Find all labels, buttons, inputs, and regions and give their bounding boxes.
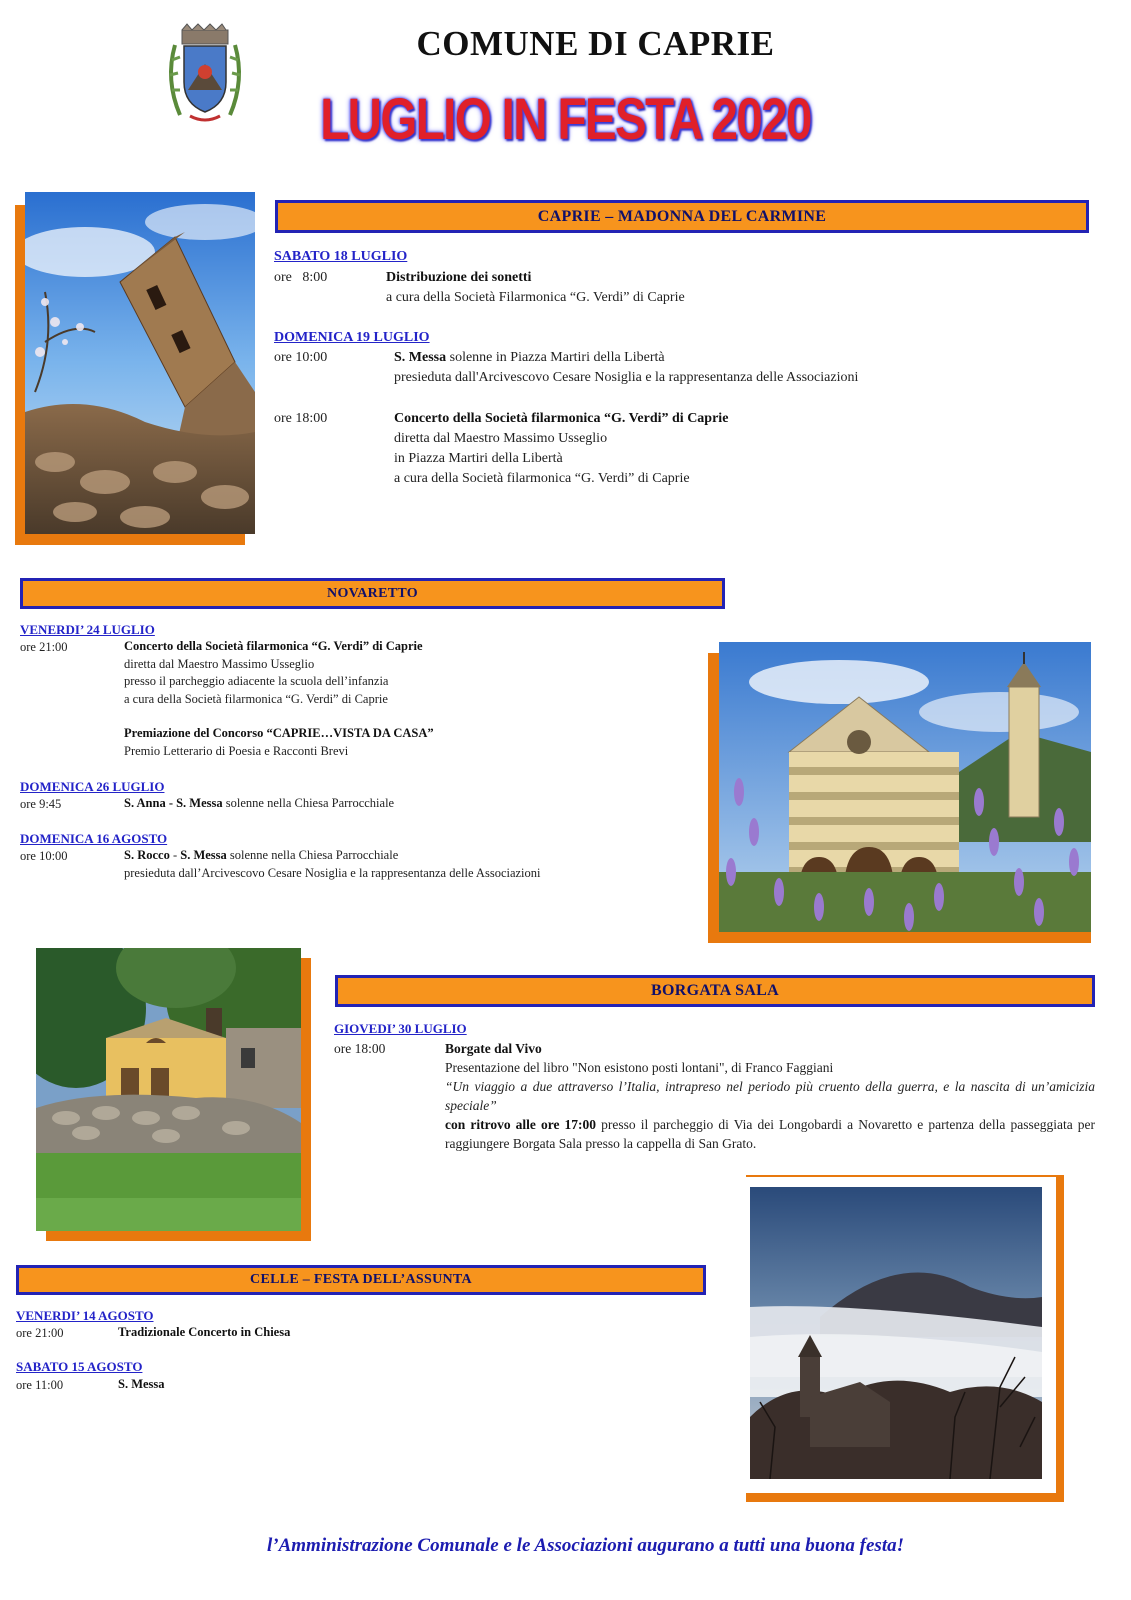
event-title: Concerto della Società filarmonica “G. Verdi” di Caprie xyxy=(394,411,729,426)
event-detail: in Piazza Martiri della Libertà xyxy=(394,451,563,466)
section-banner-borgata-sala: BORGATA SALA xyxy=(335,975,1095,1007)
event-time: ore 10:00 xyxy=(274,350,328,365)
event-title: S. Messa solenne in Piazza Martiri della Libertà xyxy=(394,350,665,365)
event-title: Distribuzione dei sonetti xyxy=(386,270,532,285)
event-detail: a cura della Società filarmonica “G. Verdi” di Caprie xyxy=(394,471,690,486)
day-heading[interactable]: VENERDI’ 24 LUGLIO xyxy=(20,622,155,637)
section-banner-carmine: CAPRIE – MADONNA DEL CARMINE xyxy=(275,200,1089,233)
event-detail: Premio Letterario di Poesia e Racconti Brevi xyxy=(124,744,349,758)
event-time: ore 18:00 xyxy=(274,411,328,426)
event-detail: diretta dal Maestro Massimo Usseglio xyxy=(124,657,315,671)
event-title: Tradizionale Concerto in Chiesa xyxy=(118,1325,291,1339)
event-detail: a cura della Società Filarmonica “G. Verdi” di Caprie xyxy=(386,290,685,305)
day-heading[interactable]: SABATO 15 AGOSTO xyxy=(16,1359,143,1374)
event-detail: Presentazione del libro "Non esistono posti lontani", di Franco Faggiani xyxy=(445,1060,834,1075)
event-time: ore 10:00 xyxy=(20,849,68,863)
day-heading[interactable]: DOMENICA 19 LUGLIO xyxy=(274,330,430,345)
event-time: ore 18:00 xyxy=(334,1041,386,1056)
section-banner-novaretto: NOVARETTO xyxy=(20,578,725,609)
section-banner-celle: CELLE – FESTA DELL’ASSUNTA xyxy=(16,1265,706,1295)
event-title: S. Messa xyxy=(118,1377,165,1391)
event-title: Concerto della Società filarmonica “G. Verdi” di Caprie xyxy=(124,639,423,653)
event-time: ore 21:00 xyxy=(16,1326,64,1340)
festival-title: LUGLIO IN FESTA 2020 xyxy=(320,87,811,152)
day-heading[interactable]: SABATO 18 LUGLIO xyxy=(274,249,408,264)
chapel-photo xyxy=(36,948,301,1231)
event-detail: diretta dal Maestro Massimo Usseglio xyxy=(394,431,608,446)
day-heading[interactable]: VENERDI’ 14 AGOSTO xyxy=(16,1308,154,1323)
event-time: ore 8:00 xyxy=(274,270,328,285)
event-detail: a cura della Società filarmonica “G. Verdi” di Caprie xyxy=(124,692,388,706)
bell-tower-photo xyxy=(25,192,255,534)
event-quote: “Un viaggio a due attraverso l’Italia, intrapreso nel periodo più cruento della guerra, e la nascita di un’amicizia speciale” xyxy=(445,1079,1095,1113)
event-time: ore 21:00 xyxy=(20,640,68,654)
event-title: Borgate dal Vivo xyxy=(445,1041,542,1056)
day-heading[interactable]: DOMENICA 16 AGOSTO xyxy=(20,831,168,846)
day-heading[interactable]: DOMENICA 26 LUGLIO xyxy=(20,779,165,794)
event-detail: presso il parcheggio adiacente la scuola dell’infanzia xyxy=(124,674,389,688)
church-lavender-photo xyxy=(719,642,1091,932)
event-detail: presieduta dall’Arcivescovo Cesare Nosiglia e la rappresentanza delle Associazioni xyxy=(124,866,541,880)
day-heading[interactable]: GIOVEDI’ 30 LUGLIO xyxy=(334,1021,467,1036)
closing-greeting: l’Amministrazione Comunale e le Associazioni augurano a tutti una buona festa! xyxy=(266,1535,904,1556)
event-time: ore 9:45 xyxy=(20,797,62,811)
event-meeting-point: con ritrovo alle ore 17:00 presso il parcheggio di Via dei Longobardi a Novaretto e partenza della passeggiata per raggiungere Borgata Sala presso la cappella di San Grato. xyxy=(445,1117,1096,1151)
event-title: S. Rocco - S. Messa solenne nella Chiesa Parrocchiale xyxy=(124,848,399,862)
municipality-title: COMUNE DI CAPRIE xyxy=(416,24,775,63)
misty-valley-photo xyxy=(750,1187,1042,1479)
event-time: ore 11:00 xyxy=(16,1378,64,1392)
event-detail: presieduta dall'Arcivescovo Cesare Nosiglia e la rappresentanza delle Associazioni xyxy=(394,370,859,385)
event-title: S. Anna - S. Messa solenne nella Chiesa Parrocchiale xyxy=(124,796,395,810)
event-title: Premiazione del Concorso “CAPRIE…VISTA DA CASA” xyxy=(124,726,434,740)
